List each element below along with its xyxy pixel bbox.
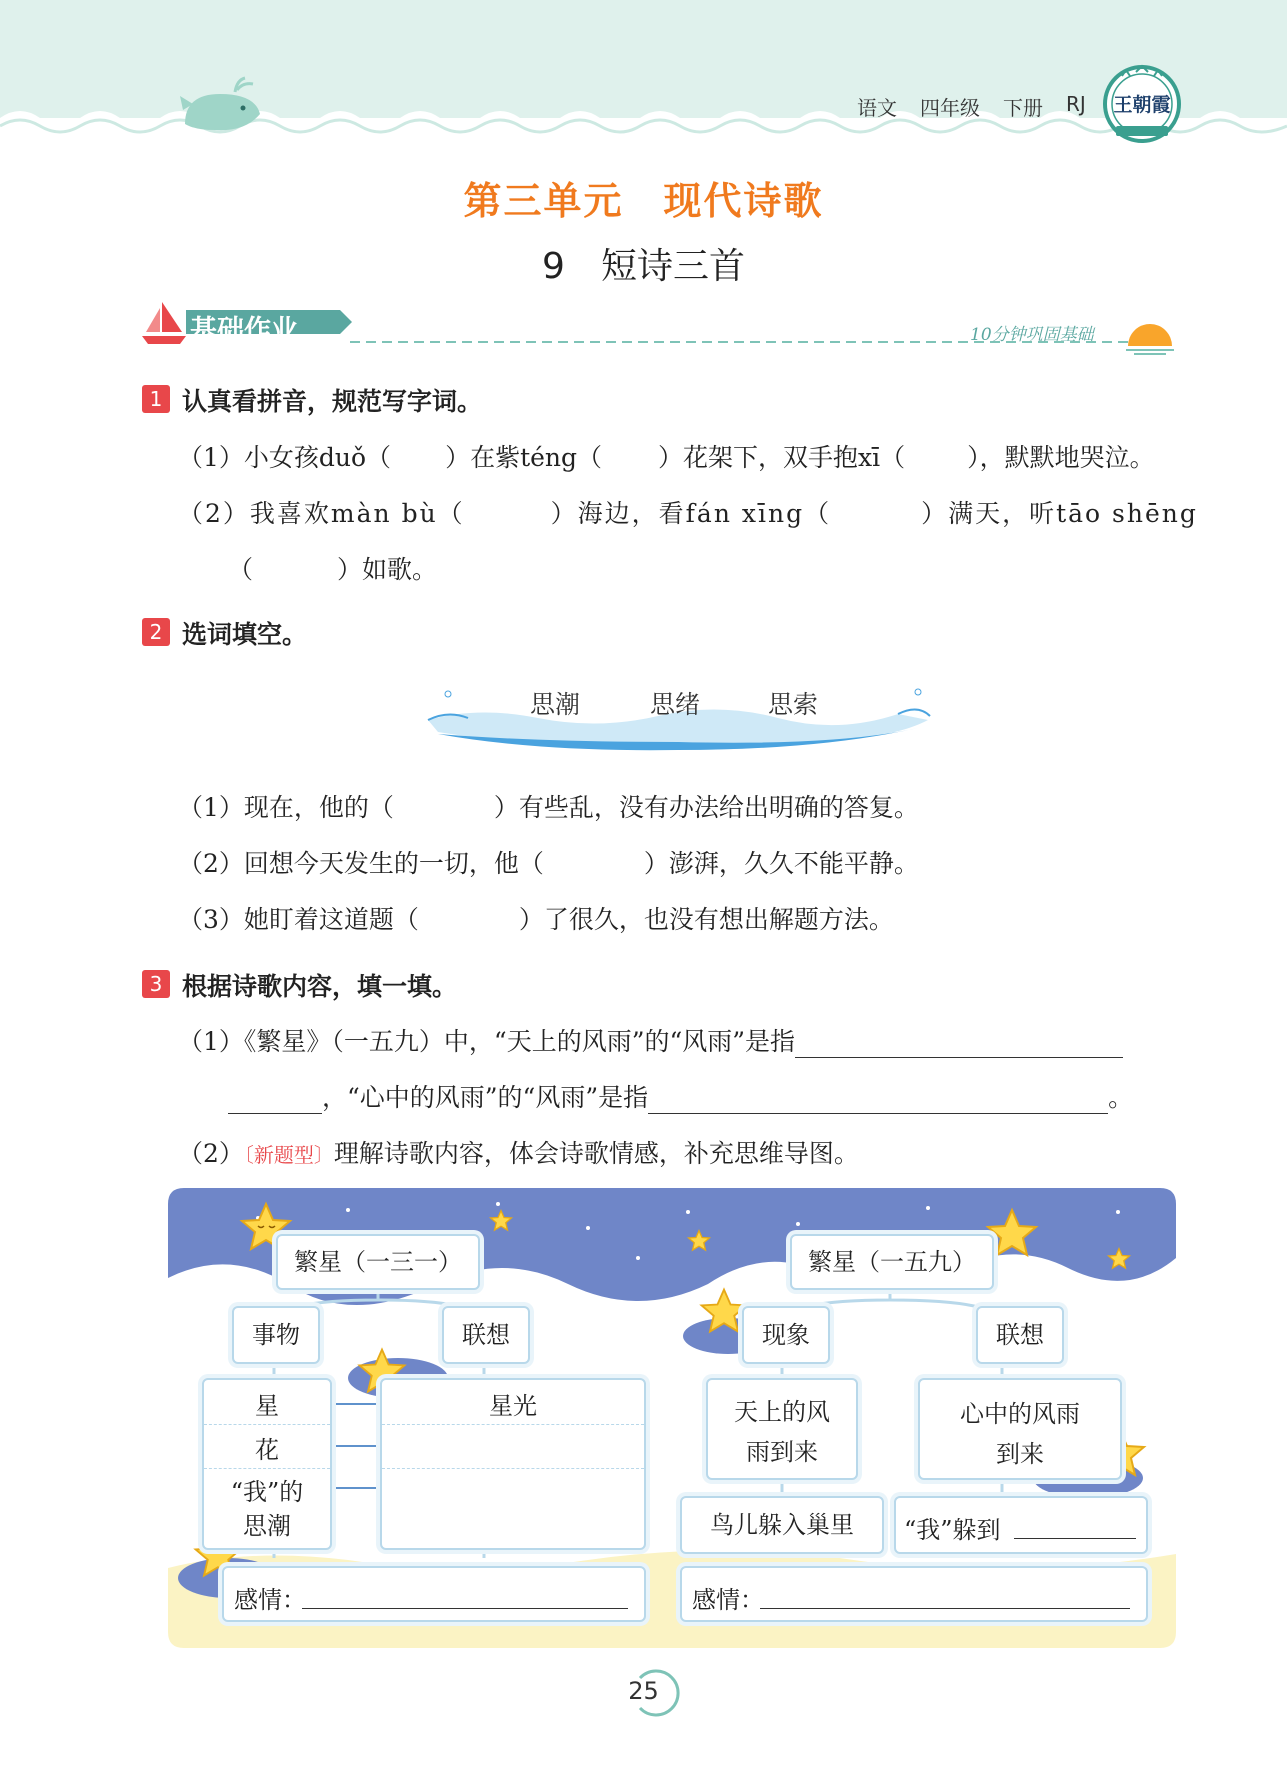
right-association-header: 联想 [976,1306,1064,1364]
subject-label: 语文 [857,96,897,120]
right-bird-box [680,1496,884,1554]
question-number-3: 3 [142,970,170,998]
word-option-1: 思潮 [530,690,581,719]
q2-item-2: （2）回想今天发生的一切，他（ ）澎湃，久久不能平静。 [178,849,919,878]
right-emotion-label: 感情： [692,1586,764,1614]
grade-label: 四年级 [920,96,980,120]
association-starlight: 星光 [489,1392,537,1420]
right-emotion-box [680,1566,1148,1622]
left-emotion-answer[interactable] [302,1582,628,1609]
left-association-header: 联想 [442,1306,530,1364]
right-emotion-answer[interactable] [760,1582,1130,1609]
word-option-3: 思索 [768,690,819,719]
phenomenon-sky-storm: 天上的风 [734,1398,830,1426]
sunset-icon [1120,312,1180,358]
question-2-title: 选词填空。 [182,620,308,649]
left-map-title-box [276,1234,480,1290]
left-things-box: 星 花 “我”的 思潮 [202,1378,332,1550]
me-hides-text: “我”躲到 [904,1516,1001,1544]
q1-line-1: （1）小女孩duǒ（ ）在紫téng（ ）花架下，双手抱xī（ ），默默地哭泣。 [178,443,1155,472]
q2-item-1: （1）现在，他的（ ）有些乱，没有办法给出明确的答复。 [178,793,919,822]
left-emotion-box [222,1566,646,1622]
page-number: 25 [628,1677,659,1705]
question-number-1: 1 [142,385,170,413]
left-map-title: 繁星（一三一） [294,1248,462,1276]
right-map-title: 繁星（一五九） [808,1248,976,1276]
question-1-title: 认真看拼音，规范写字词。 [182,387,483,416]
thing-my-thoughts: “我”的 [230,1478,304,1506]
section-label: 基础作业 [190,315,298,346]
logo-text: 王朝霞 [1113,94,1171,116]
thing-flower: 花 [255,1436,279,1464]
q1-line-2: （2）我喜欢màn bù（ ）海边，看fán xīng（ ）满天，听tāo shēng [178,499,1198,528]
section-note: 10分钟巩固基础 [970,325,1094,345]
right-phenomenon-box: 天上的风 雨到来 [706,1378,858,1480]
q1-line-3: （ ）如歌。 [228,555,438,584]
right-me-box [894,1496,1148,1554]
left-things-header: 事物 [232,1306,320,1364]
q3-item-2: （2）〔新题型〕理解诗歌内容，体会诗歌情感，补充思维导图。 [178,1139,859,1168]
new-type-tag: 〔新题型〕 [243,1143,334,1167]
q3-item-1-line-2: ，“心中的风雨”的“风雨”是指 。 [228,1078,1133,1114]
whale-icon [175,74,275,134]
q3-item-1-line-1: （1）《繁星》（一五九）中，“天上的风雨”的“风雨”是指 [178,1022,1123,1058]
right-association-box: 心中的风雨 到来 [918,1378,1122,1480]
association-blank-thoughts[interactable] [392,1474,634,1540]
question-3-title: 根据诗歌内容，填一填。 [182,972,458,1001]
right-map-title-box [790,1234,994,1290]
term-label: 下册 [1003,96,1043,120]
sailboat-icon [140,298,190,348]
bird-hides-text: 鸟儿躲入巢里 [710,1511,854,1539]
q2-item-3: （3）她盯着这道题（ ）了很久，也没有想出解题方法。 [178,905,894,934]
unit-title: 第三单元 现代诗歌 [463,179,824,223]
thing-star: 星 [255,1392,279,1420]
association-heart-storm: 心中的风雨 [960,1400,1080,1428]
brand-logo [1102,64,1182,144]
edition-label: RJ [1066,92,1086,116]
me-hides-answer[interactable] [1014,1512,1136,1539]
association-blank-flower[interactable] [392,1430,634,1466]
word-option-2: 思绪 [650,690,701,719]
answer-line[interactable] [795,1029,1123,1058]
lesson-title: 9 短诗三首 [542,246,745,287]
left-emotion-label: 感情： [234,1586,306,1614]
right-phenomenon-header: 现象 [742,1306,830,1364]
question-number-2: 2 [142,618,170,646]
left-association-box [380,1378,646,1550]
answer-line[interactable] [648,1085,1108,1114]
answer-line[interactable] [228,1085,322,1114]
